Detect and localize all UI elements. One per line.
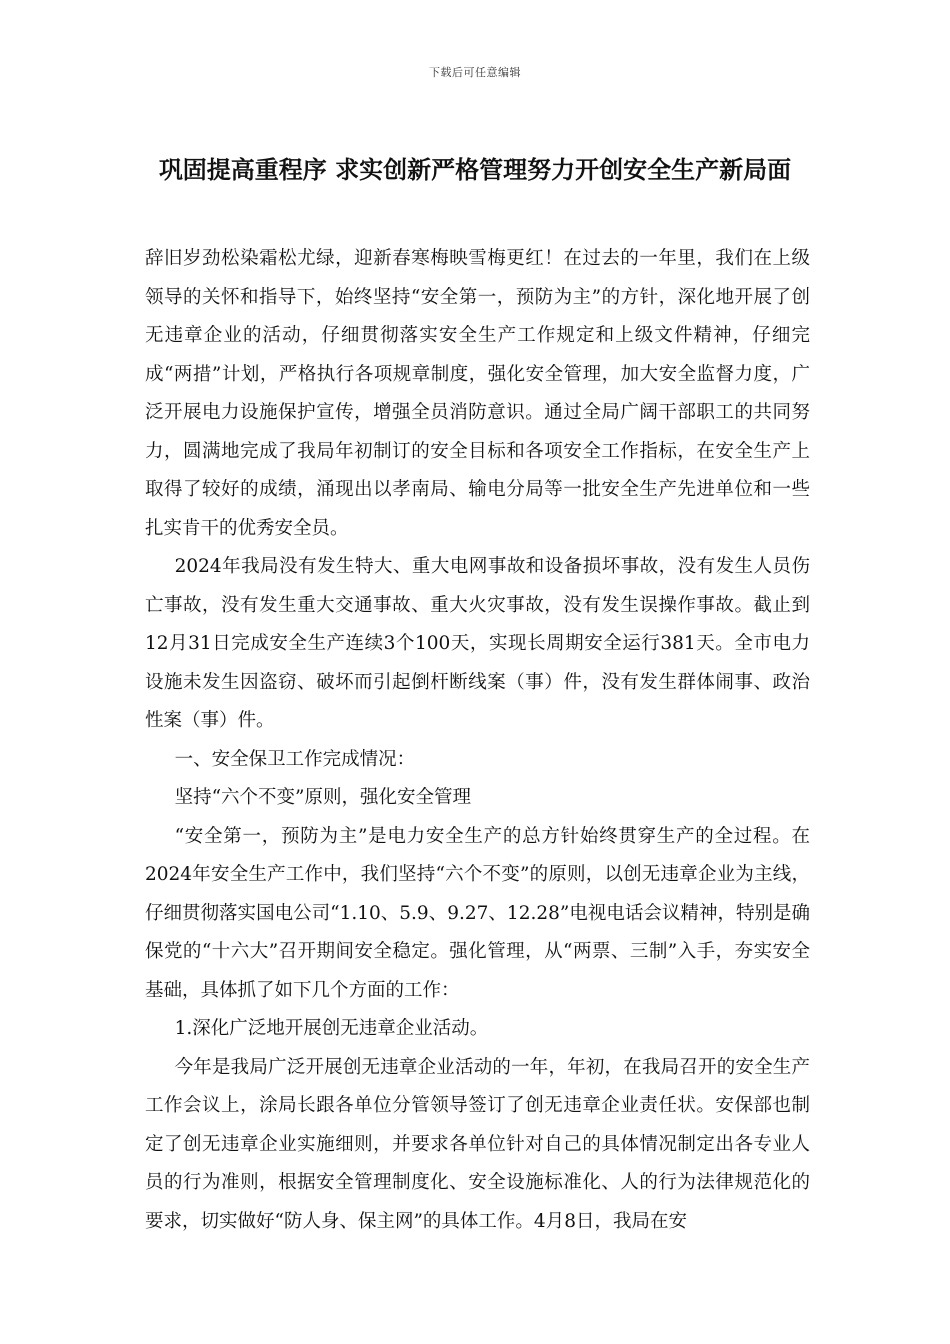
document-body (145, 240, 810, 1241)
subsection-heading: 坚持“六个不变”原则，强化安全管理 (174, 787, 472, 808)
page-header-note: 下载后可任意编辑 (429, 66, 521, 79)
paragraph-activity: 今年是我局广泛开展创无违章企业活动的一年，年初，在我局召开的安全生产工作会议上，涂局长跟各单位分管领导签订了创无违章企业责任状。安保部也制定了创无违章企业实施细则，并要求各单位针对自己的具体情况制定出各专业人员的行为准则，根据安全管理制度化、安全设施标准化、人的行为法律规范化的要求，切实做好“防人身、保主网”的具体工作。4月8日，我局在安 (145, 1056, 810, 1232)
document-title: 巩固提高重程序 求实创新严格管理努力开创安全生产新局面 (158, 156, 792, 184)
paragraph-principles: “安全第一，预防为主”是电力安全生产的总方针始终贯穿生产的全过程。在2024年安全生产工作中，我们坚持“六个不变”的原则，以创无违章企业为主线，仔细贯彻落实国电公司“1.10、5.9、9.27、12.28”电视电话会议精神，特别是确保党的“十六大”召开期间安全稳定。强化管理，从“两票、三制”入手，夯实安全基础，具体抓了如下几个方面的工作： (145, 825, 810, 1001)
paragraph-safety-record: 2024年我局没有发生特大、重大电网事故和设备损坏事故，没有发生人员伤亡事故，没有发生重大交通事故、重大火灾事故，没有发生误操作事故。截止到12月31日完成安全生产连续3个100天，实现长周期安全运行381天。全市电力设施未发生因盗窃、破坏而引起倒杆断线案（事）件，没有发生群体闹事、政治性案（事）件。 (145, 556, 810, 731)
item-heading-1: 1.深化广泛地开展创无违章企业活动。 (174, 1018, 489, 1039)
section-heading-1: 一、安全保卫工作完成情况： (174, 748, 416, 770)
paragraph-intro: 辞旧岁劲松染霜松尤绿，迎新春寒梅映雪梅更红！在过去的一年里，我们在上级领导的关怀和指导下，始终坚持“安全第一，预防为主”的方针，深化地开展了创无违章企业的活动，仔细贯彻落实安全生产工作规定和上级文件精神，仔细完成“两措”计划，严格执行各项规章制度，强化安全管理，加大安全监督力度，广泛开展电力设施保护宣传，增强全员消防意识。通过全局广阔干部职工的共同努力，圆满地完成了我局年初制订的安全目标和各项安全工作指标，在安全生产上取得了较好的成绩，涌现出以孝南局、输电分局等一批安全生产先进单位和一些扎实肯干的优秀安全员。 (145, 248, 810, 539)
